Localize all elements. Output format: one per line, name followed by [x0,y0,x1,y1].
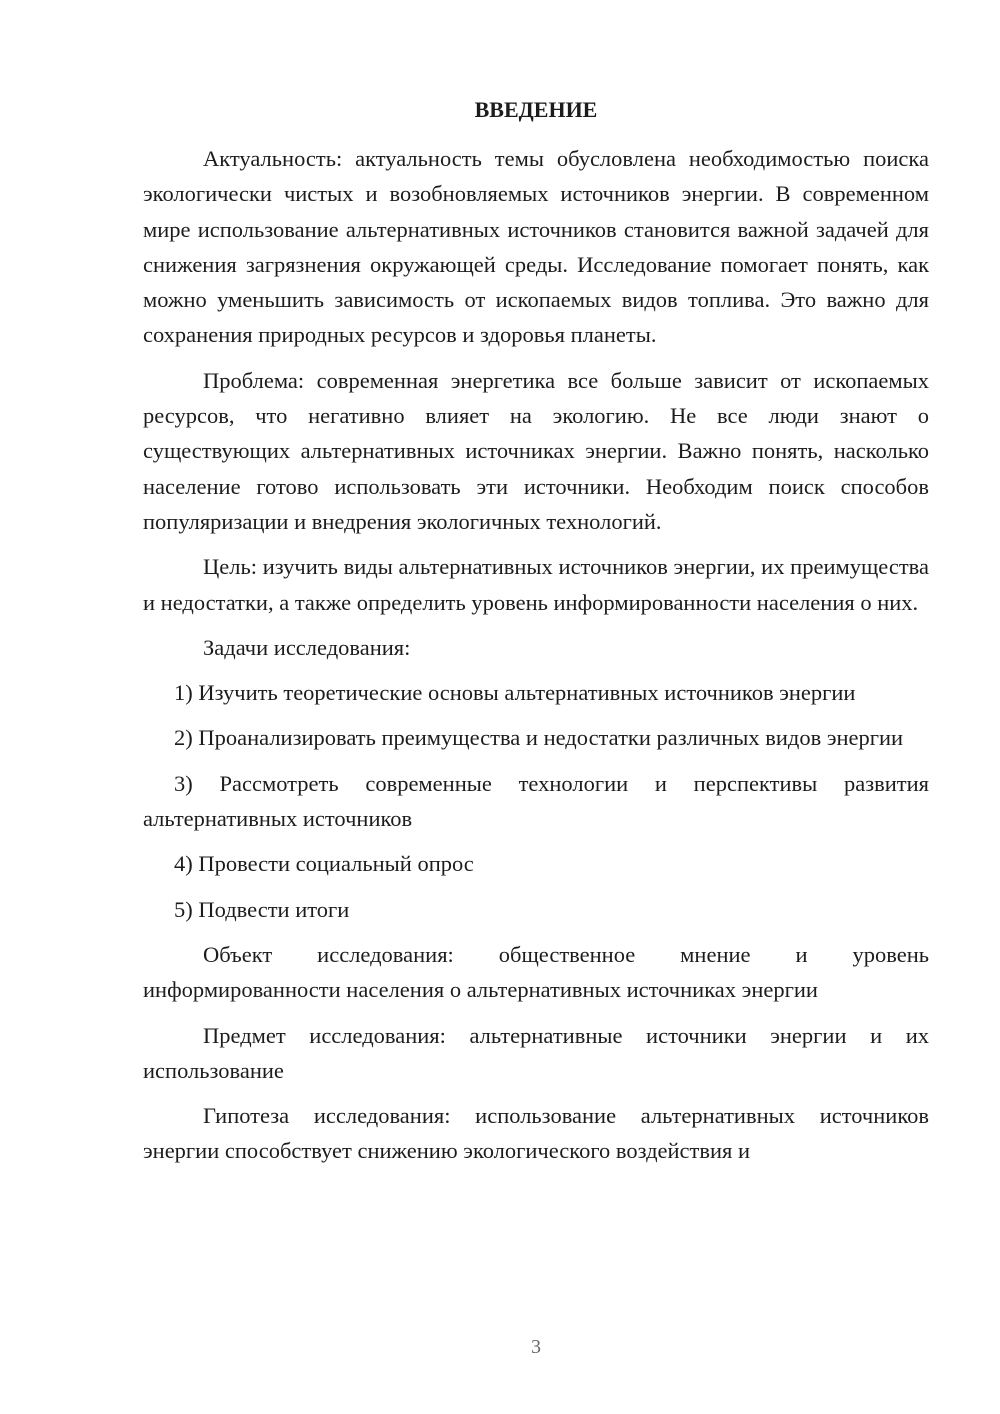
body-text [143,141,929,1179]
list-item-task-3: 3) Рассмотреть современные технологии и перспективы развития альтернативных источников [143,770,929,832]
list-item-task-1: 1) Изучить теоретические основы альтернативных источников энергии [174,680,856,706]
paragraph-subject: Предмет исследования: альтернативные источники энергии и их использование [143,1022,929,1083]
list-item-task-2: 2) Проанализировать преимущества и недостатки различных видов энергии [174,725,904,751]
list-item-task-5: 5) Подвести итоги [174,896,350,922]
paragraph-hypothesis: Гипотеза исследования: использование альтернативных источников энергии способствует снижению экологического воздействия и [143,1103,929,1164]
page-title: ВВЕДЕНИЕ [474,97,598,122]
paragraph-object: Объект исследования: общественное мнение и уровень информированности населения о альтернативных источниках энергии [143,941,929,1003]
paragraph-goal: Цель: изучить виды альтернативных источников энергии, их преимущества и недостатки, а также определить уровень информированности населения о них. [143,554,929,615]
list-item-task-4: 4) Провести социальный опрос [174,851,474,877]
paragraph-relevance: Актуальность: актуальность темы обусловлена необходимостью поиска экологически чистых и возобновляемых источников энергии. В современном мире использование альтернативных источников становится важной задачей для снижения загрязнения окружающей среды. Исследование помогает понять, как можно уменьшить зависимость от ископаемых видов топлива. Это важно для сохранения природных ресурсов и здоровья планеты. [143,146,929,348]
page-number: 3 [531,1336,541,1358]
paragraph-problem: Проблема: современная энергетика все больше зависит от ископаемых ресурсов, что негативно влияет на экологию. Не все люди знают о существующих альтернативных источниках энергии. Важно понять, насколько население готово использовать эти источники. Необходим поиск способов популяризации и внедрения экологичных технологий. [143,367,929,534]
paragraph-tasks-heading: Задачи исследования: [203,634,411,660]
